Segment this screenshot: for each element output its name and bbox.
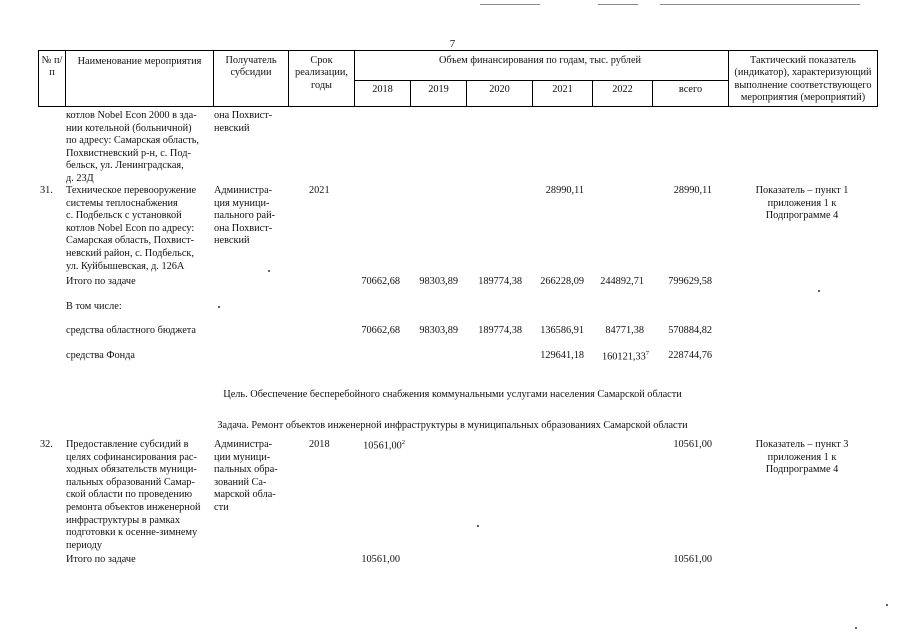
subtotal-label: Итого по задаче (66, 554, 136, 565)
task-heading: Задача. Ремонт объектов инженерной инфраструктуры в муниципальных образованиях Самарской области (217, 420, 688, 431)
footnote-mark: 7 (645, 350, 649, 357)
subtotal-label: Итого по задаче (66, 276, 136, 287)
regional-2022: 84771,38 (605, 325, 644, 336)
subtotal-2020: 189774,38 (478, 276, 522, 287)
header-year-2022: 2022 (612, 84, 633, 95)
row-indicator: Показатель – пункт 1 приложения 1 к Подпрограмме 4 (755, 185, 849, 222)
row-name: Предоставление субсидий в целях софинансирования рас- ходных обязательств муници- пальных образований Самар- ской области по проведению ремонта объектов инженерной инфраструктуры в рамках подготовки к осенне-зимнему периоду (66, 439, 201, 551)
subtotal-2022: 244892,71 (600, 276, 644, 287)
fund-total: 228744,76 (668, 350, 712, 361)
row-recipient: Администра- ция муници- пального рай- она Похвист- невский (214, 185, 276, 247)
scan-mark (480, 4, 540, 5)
header-funding: Объем финансирования по годам, тыс. рублей (438, 55, 642, 66)
regional-label: средства областного бюджета (66, 325, 196, 336)
subtotal-2018: 70662,68 (361, 276, 400, 287)
subtotal-2018: 10561,00 (361, 554, 400, 565)
header-num: № п/п (41, 55, 63, 79)
subtotal-total: 10561,00 (673, 554, 712, 565)
header-year-2020: 2020 (489, 84, 510, 95)
subtotal-2021: 266228,09 (540, 276, 584, 287)
regional-2020: 189774,38 (478, 325, 522, 336)
continued-recipient: она Похвист- невский (214, 110, 273, 134)
row-value-2021: 28990,11 (545, 185, 584, 196)
row-number: 31. (40, 185, 53, 196)
scan-speck (268, 270, 270, 272)
scan-speck (218, 306, 220, 308)
regional-2021: 136586,91 (540, 325, 584, 336)
fund-2021: 129641,18 (540, 350, 584, 361)
subtotal-total: 799629,58 (668, 276, 712, 287)
row-recipient: Администра- ции муници- пальных обра- зований Са- марской обла- сти (214, 439, 278, 513)
page-number: 7 (449, 38, 456, 50)
including-label: В том числе: (66, 301, 122, 312)
header-year-2021: 2021 (552, 84, 573, 95)
subtotal-2019: 98303,89 (419, 276, 458, 287)
row-value-2018: 10561,00$^2$ (363, 439, 405, 452)
header-name: Наименование мероприятия (77, 56, 202, 67)
header-recipient: Получатель субсидии (225, 55, 277, 79)
header-year-2019: 2019 (428, 84, 449, 95)
scan-speck (818, 290, 820, 292)
header-indicator: Тактический показатель (индикатор), характеризующий выполнение соответствующего мероприятия (мероприятий) (734, 55, 872, 104)
fund-2022: 160121,33$^7$ (601, 350, 649, 363)
row-indicator: Показатель – пункт 3 приложения 1 к Подпрограмме 4 (755, 439, 849, 476)
row-name: Техническое перевооружение системы теплоснабжения с. Подбельск с установкой котлов Nobel Econ по адресу: Самарская область, Похвист- невский район, с. Подбельск, ул. Куйбышевская, д. 126А (66, 185, 197, 272)
goal-heading: Цель. Обеспечение бесперебойного снабжения коммунальными услугами населения Самарской области (223, 389, 682, 400)
row-term: 2018 (309, 439, 330, 450)
header-term: Срок реализации, годы (295, 55, 348, 91)
regional-2019: 98303,89 (419, 325, 458, 336)
header-year-2018: 2018 (372, 84, 393, 95)
scan-mark (598, 4, 638, 5)
scan-mark (660, 4, 860, 5)
scan-speck (855, 627, 857, 629)
regional-2018: 70662,68 (361, 325, 400, 336)
row-value-total: 28990,11 (673, 185, 712, 196)
continued-name: котлов Nobel Econ 2000 в зда- нии котельной (больничной) по адресу: Самарская область, Похвистневский р-н, с. Под- бельск, ул. Ленинградская, д. 23Д (66, 110, 199, 184)
row-value-total: 10561,00 (673, 439, 712, 450)
scan-speck (477, 525, 479, 527)
footnote-mark: 2 (401, 439, 405, 446)
row-term: 2021 (309, 185, 330, 196)
header-total: всего (678, 84, 703, 95)
fund-label: средства Фонда (66, 350, 135, 361)
regional-total: 570884,82 (668, 325, 712, 336)
row-number: 32. (40, 439, 53, 450)
scan-speck (886, 604, 888, 606)
